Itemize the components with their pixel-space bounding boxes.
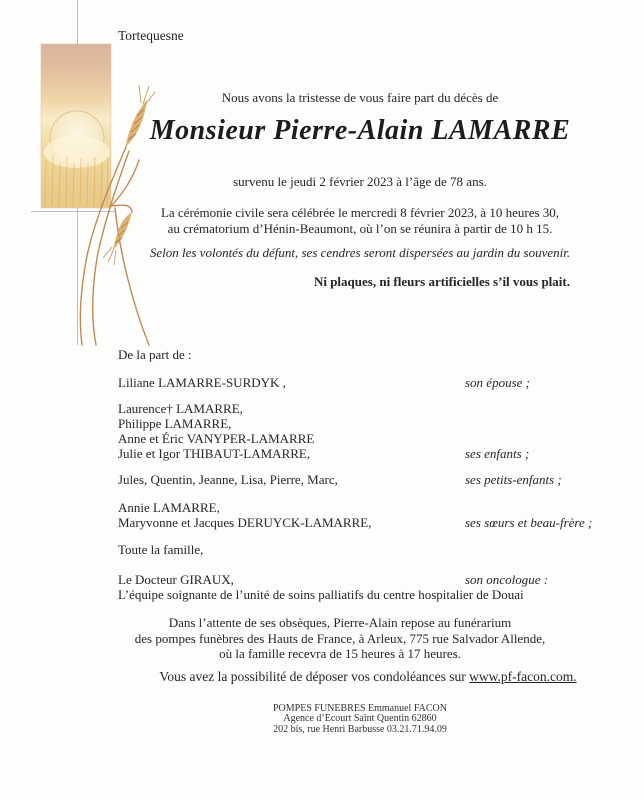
family-member-name: Jules, Quentin, Jeanne, Lisa, Pierre, Marc, <box>118 472 338 487</box>
family-member-name: Annie LAMARRE, <box>118 500 220 515</box>
announcement-intro: Nous avons la tristesse de vous faire part du décès de <box>221 90 499 105</box>
deceased-name: Monsieur Pierre-Alain LAMARRE <box>149 115 571 146</box>
death-date-line: survenu le jeudi 2 février 2023 à l’âge de 78 ans. <box>233 174 487 189</box>
funeral-home-address: 202 bis, rue Henri Barbusse 03.21.71.94.09 <box>273 723 447 735</box>
family-relation: son oncologue : <box>465 572 549 587</box>
repose-line: Dans l’attente de ses obsèques, Pierre-Alain repose au funérarium <box>168 615 512 630</box>
family-member-name: Philippe LAMARRE, <box>118 416 232 431</box>
family-member-name: Toute la famille, <box>118 542 204 557</box>
family-member-name: Liliane LAMARRE-SURDYK , <box>118 375 286 390</box>
family-member-name: Julie et Igor THIBAUT-LAMARRE, <box>118 446 311 461</box>
family-member-name: Laurence† LAMARRE, <box>118 401 243 416</box>
family-member-name: Maryvonne et Jacques DERUYCK-LAMARRE, <box>118 515 372 530</box>
repose-info <box>60 615 620 662</box>
condolences-text: Vous avez la possibilité de déposer vos condoléances sur <box>159 669 470 684</box>
no-flowers-note: Ni plaques, ni fleurs artificielles s’il vous plait. <box>313 274 570 289</box>
repose-line: des pompes funèbres des Hauts de France, à Arleux, 775 rue Salvador Allende, <box>134 630 546 646</box>
family-relation: son épouse ; <box>465 375 530 390</box>
condolences-line <box>88 669 644 685</box>
repose-line: où la famille recevra de 15 heures à 17 heures. <box>219 646 461 661</box>
funeral-home-block <box>80 704 640 735</box>
ceremony-line: au crématorium d’Hénin-Beaumont, où l’on se réunira à partir de 10 h 15. <box>167 220 553 236</box>
funeral-home-agency: Agence d’Ecourt Saint Quentin 62860 <box>283 713 437 725</box>
ceremony-line: La cérémonie civile sera célébrée le mercredi 8 février 2023, à 10 heures 30, <box>160 205 560 220</box>
family-member-name: Le Docteur GIRAUX, <box>118 572 234 587</box>
family-intro: De la part de : <box>118 347 192 362</box>
ashes-note: Selon les volontés du défunt, ses cendres seront dispersées au jardin du souvenir. <box>149 245 571 260</box>
funeral-home-name: POMPES FUNEBRES Emmanuel FACON <box>272 703 447 714</box>
family-relation: ses sœurs et beau-frère ; <box>465 515 593 530</box>
town-name: Tortequesne <box>118 28 184 43</box>
family-relation: ses petits-enfants ; <box>465 472 562 487</box>
family-member-name: L’équipe soignante de l’unité de soins palliatifs du centre hospitalier de Douai <box>118 587 524 602</box>
condolences-url: www.pf-facon.com. <box>469 669 577 684</box>
ceremony-details <box>80 205 640 236</box>
family-member-name: Anne et Éric VANYPER-LAMARRE <box>118 431 315 446</box>
family-relation: ses enfants ; <box>465 446 530 461</box>
